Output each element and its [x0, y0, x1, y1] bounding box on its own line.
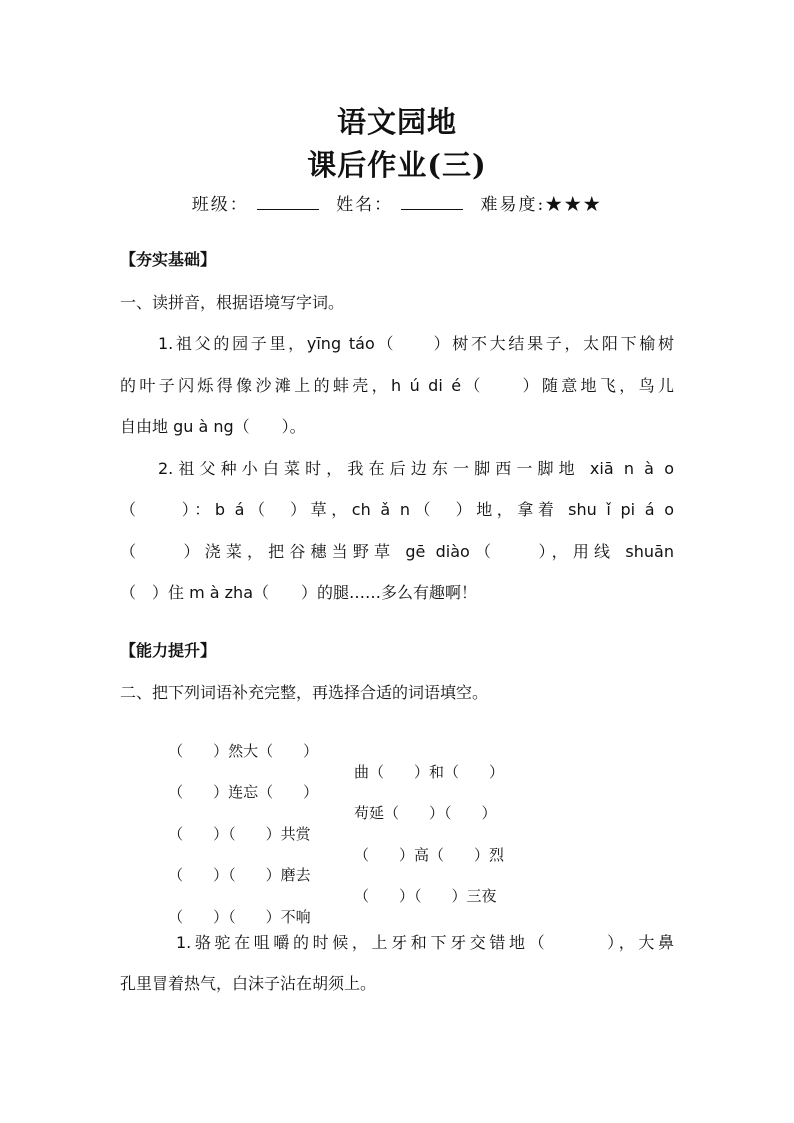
- q1-item2-line2: （ ）：b á（ ）草，ch ǎ n（ ）地，拿着 shu ǐ pi á o: [120, 500, 674, 519]
- student-info: [0, 190, 794, 215]
- class-blank[interactable]: [257, 195, 319, 210]
- section-heading-improve: 【能力提升】: [120, 641, 217, 660]
- q1-item1-line1: 1.祖父的园子里，yīng táo（ ）树不大结果子，太阳下榆树: [158, 334, 674, 353]
- page-title: 语文园地: [336, 105, 457, 139]
- question-2-heading: 二、把下列词语补充完整，再选择合适的词语填空。: [120, 683, 489, 702]
- question-1-heading: 一、读拼音，根据语境写字词。: [120, 293, 345, 312]
- q1-item2-line3: （ ）浇菜，把谷穗当野草 gē diào（ ），用线 shuān: [120, 542, 674, 561]
- name-label: 姓名：: [336, 195, 394, 215]
- idiom-right: 苟延（ ）（ ）: [354, 804, 497, 822]
- idiom-right: （ ）（ ）三夜: [354, 887, 497, 905]
- idiom-right: 曲（ ）和（ ）: [354, 763, 505, 781]
- idiom-left: （ ）（ ）磨去: [168, 866, 311, 884]
- section-heading-basics: 【夯实基础】: [120, 250, 217, 269]
- q1-item2-line4: （ ）住 m à zha（ ）的腿……多么有趣啊！: [120, 583, 477, 602]
- idiom-left: （ ）（ ）共赏: [168, 825, 311, 843]
- idiom-left: （ ）然大（ ）: [168, 742, 319, 760]
- q2-item1-line1: 1.骆驼在咀嚼的时候，上牙和下牙交错地（ ），大鼻: [176, 933, 674, 952]
- idiom-left: （ ）连忘（ ）: [168, 783, 319, 801]
- q2-item1-line2: 孔里冒着热气，白沫子沾在胡须上。: [120, 974, 377, 993]
- name-blank[interactable]: [401, 195, 463, 210]
- difficulty-rating: 难易度:★★★: [480, 195, 603, 215]
- q1-item2-line1: 2.祖父种小白菜时，我在后边东一脚西一脚地 xiā n à o: [158, 459, 674, 478]
- idiom-left: （ ）（ ）不响: [168, 908, 311, 926]
- q1-item1-line3: 自由地 gu à ng（ ）。: [120, 417, 306, 436]
- class-label: 班级：: [191, 195, 249, 215]
- idiom-right: （ ）高（ ）烈: [354, 846, 505, 864]
- page-subtitle: 课后作业(三): [307, 148, 487, 182]
- q1-item1-line2: 的叶子闪烁得像沙滩上的蚌壳，h ú di é（ ）随意地飞，鸟儿: [120, 376, 674, 395]
